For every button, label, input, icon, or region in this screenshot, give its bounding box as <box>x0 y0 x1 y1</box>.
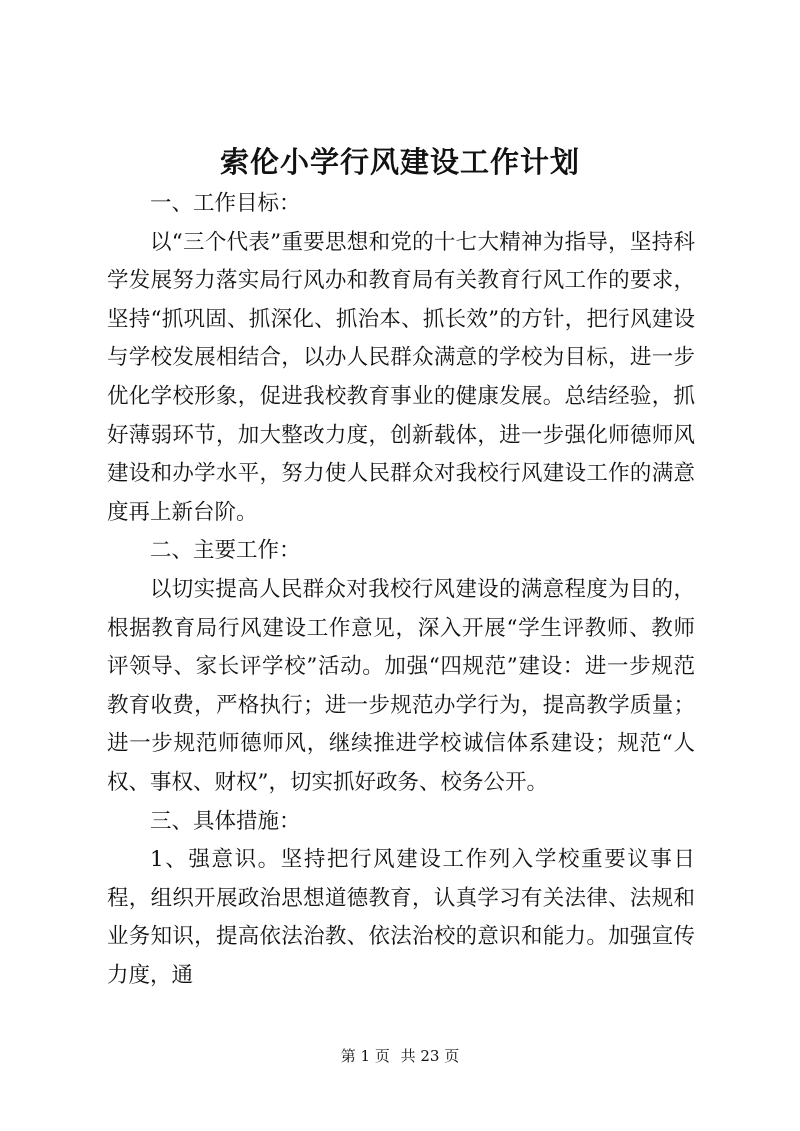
page-footer <box>0 1046 800 1066</box>
section-heading-main-work: 二、主要工作： <box>150 538 301 564</box>
page-number: 第 1 页 <box>340 1047 390 1065</box>
page-total: 共 23 页 <box>400 1047 460 1065</box>
document-title: 索伦小学行风建设工作计划 <box>219 145 580 179</box>
document-body <box>107 185 695 995</box>
section-heading-measures: 三、具体措施： <box>150 808 301 834</box>
paragraph-goals: 以“三个代表”重要思想和党的十七大精神为指导，坚持科学发展努力落实局行风办和教育局有关教育行风工作的要求，坚持“抓巩固、抓深化、抓治本、抓长效”的方针，把行风建设与学校发展相结合，以办人民群众满意的学校为目标，进一步优化学校形象，促进我校教育事业的健康发展。总结经验，抓好薄弱环节，加大整改力度，创新载体，进一步强化师德师风建设和办学水平，努力使人民群众对我校行风建设工作的满意度再上新台阶。 <box>107 229 695 525</box>
paragraph-main-work: 以切实提高人民群众对我校行风建设的满意程度为目的，根据教育局行风建设工作意见，深入开展“学生评教师、教师评领导、家长评学校”活动。加强“四规范”建设：进一步规范教育收费，严格执行；进一步规范办学行为，提高教学质量；进一步规范师德师风，继续推进学校诚信体系建设；规范“人权、事权、财权”，切实抓好政务、校务公开。 <box>107 576 695 795</box>
section-heading-goals: 一、工作目标： <box>150 191 301 216</box>
paragraph-measures: 1、强意识。坚持把行风建设工作列入学校重要议事日程，组织开展政治思想道德教育，认真学习有关法律、法规和业务知识，提高依法治教、依法治校的意识和能力。加强宣传力度，通 <box>107 847 695 988</box>
